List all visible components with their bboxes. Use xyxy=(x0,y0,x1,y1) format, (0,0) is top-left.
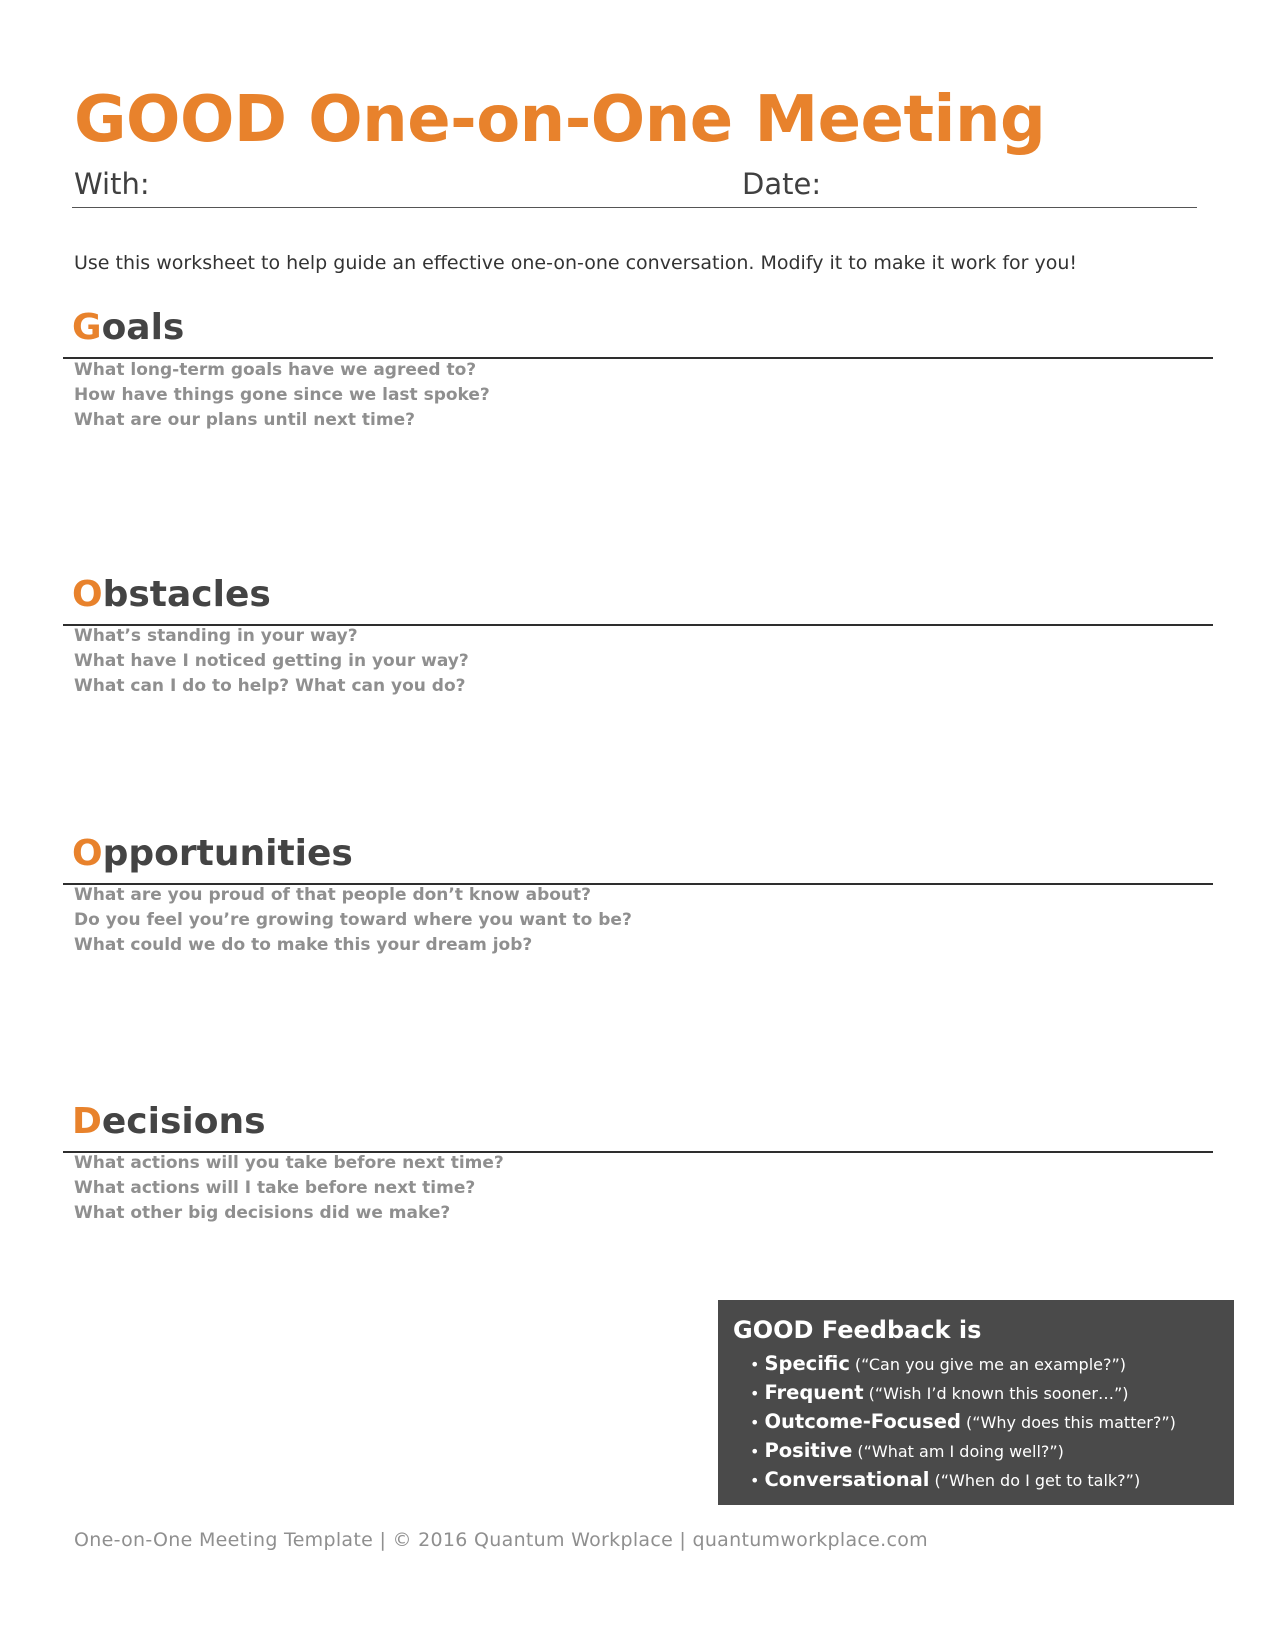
feedback-list xyxy=(733,1349,1234,1494)
bullet-icon: • xyxy=(750,1355,760,1374)
feedback-quote: (“When do I get to talk?”) xyxy=(934,1471,1141,1490)
question-item: What actions will you take before next time? xyxy=(74,1153,504,1173)
section-initial: D xyxy=(72,1101,102,1142)
question-item: Do you feel you’re growing toward where you want to be? xyxy=(74,910,632,930)
feedback-quote: (“Why does this matter?”) xyxy=(965,1413,1176,1432)
bullet-icon: • xyxy=(750,1471,760,1490)
section-title-obstacles xyxy=(72,573,271,617)
question-item: What actions will I take before next time? xyxy=(74,1178,476,1198)
bullet-icon: • xyxy=(750,1384,760,1403)
question-item: What’s standing in your way? xyxy=(74,626,358,646)
decisions-question-list xyxy=(74,1151,504,1226)
feedback-quote: (“Wish I’d known this sooner…”) xyxy=(868,1384,1129,1403)
question-item: What could we do to make this your dream job? xyxy=(74,935,533,955)
intro-text: Use this worksheet to help guide an effective one-on-one conversation. Modify it to make it work for you! xyxy=(74,252,1078,274)
feedback-quote: (“What am I doing well?”) xyxy=(857,1442,1064,1461)
obstacles-question-list xyxy=(74,624,469,699)
feedback-term: Positive xyxy=(764,1439,853,1462)
question-item: What are our plans until next time? xyxy=(74,410,415,430)
question-item: What can I do to help? What can you do? xyxy=(74,676,466,696)
bullet-icon: • xyxy=(750,1442,760,1461)
feedback-quote: (“Can you give me an example?”) xyxy=(854,1355,1127,1374)
feedback-term: Outcome-Focused xyxy=(764,1410,961,1433)
section-initial: O xyxy=(72,833,103,874)
feedback-callout-box xyxy=(718,1300,1234,1505)
feedback-item xyxy=(750,1407,1234,1436)
question-item: What long-term goals have we agreed to? xyxy=(74,360,477,380)
section-title-decisions xyxy=(72,1100,266,1144)
feedback-item xyxy=(750,1378,1234,1407)
question-item: How have things gone since we last spoke? xyxy=(74,385,490,405)
feedback-item xyxy=(750,1465,1234,1494)
question-item: What have I noticed getting in your way? xyxy=(74,651,469,671)
section-title-goals xyxy=(72,306,184,350)
bullet-icon: • xyxy=(750,1413,760,1432)
section-title-opportunities xyxy=(72,832,353,876)
header-underline xyxy=(72,207,1197,208)
feedback-title: GOOD Feedback is xyxy=(733,1316,982,1344)
feedback-item xyxy=(750,1436,1234,1465)
feedback-item xyxy=(750,1349,1234,1378)
section-initial: O xyxy=(72,574,103,615)
feedback-term: Frequent xyxy=(764,1381,864,1404)
section-title-rest: pportunities xyxy=(102,833,353,874)
section-title-rest: oals xyxy=(101,307,185,348)
question-item: What are you proud of that people don’t know about? xyxy=(74,885,592,905)
footer-text: One-on-One Meeting Template | © 2016 Quantum Workplace | quantumworkplace.com xyxy=(74,1529,928,1551)
page-title: GOOD One-on-One Meeting xyxy=(74,83,1046,157)
goals-question-list xyxy=(74,358,490,433)
section-title-rest: bstacles xyxy=(102,574,271,615)
question-item: What other big decisions did we make? xyxy=(74,1203,451,1223)
date-field-label: Date: xyxy=(742,167,822,201)
feedback-term: Conversational xyxy=(764,1468,930,1491)
section-title-rest: ecisions xyxy=(101,1101,266,1142)
section-initial: G xyxy=(72,307,102,348)
feedback-term: Specific xyxy=(764,1352,850,1375)
with-field-label: With: xyxy=(74,167,150,201)
opportunities-question-list xyxy=(74,883,632,958)
